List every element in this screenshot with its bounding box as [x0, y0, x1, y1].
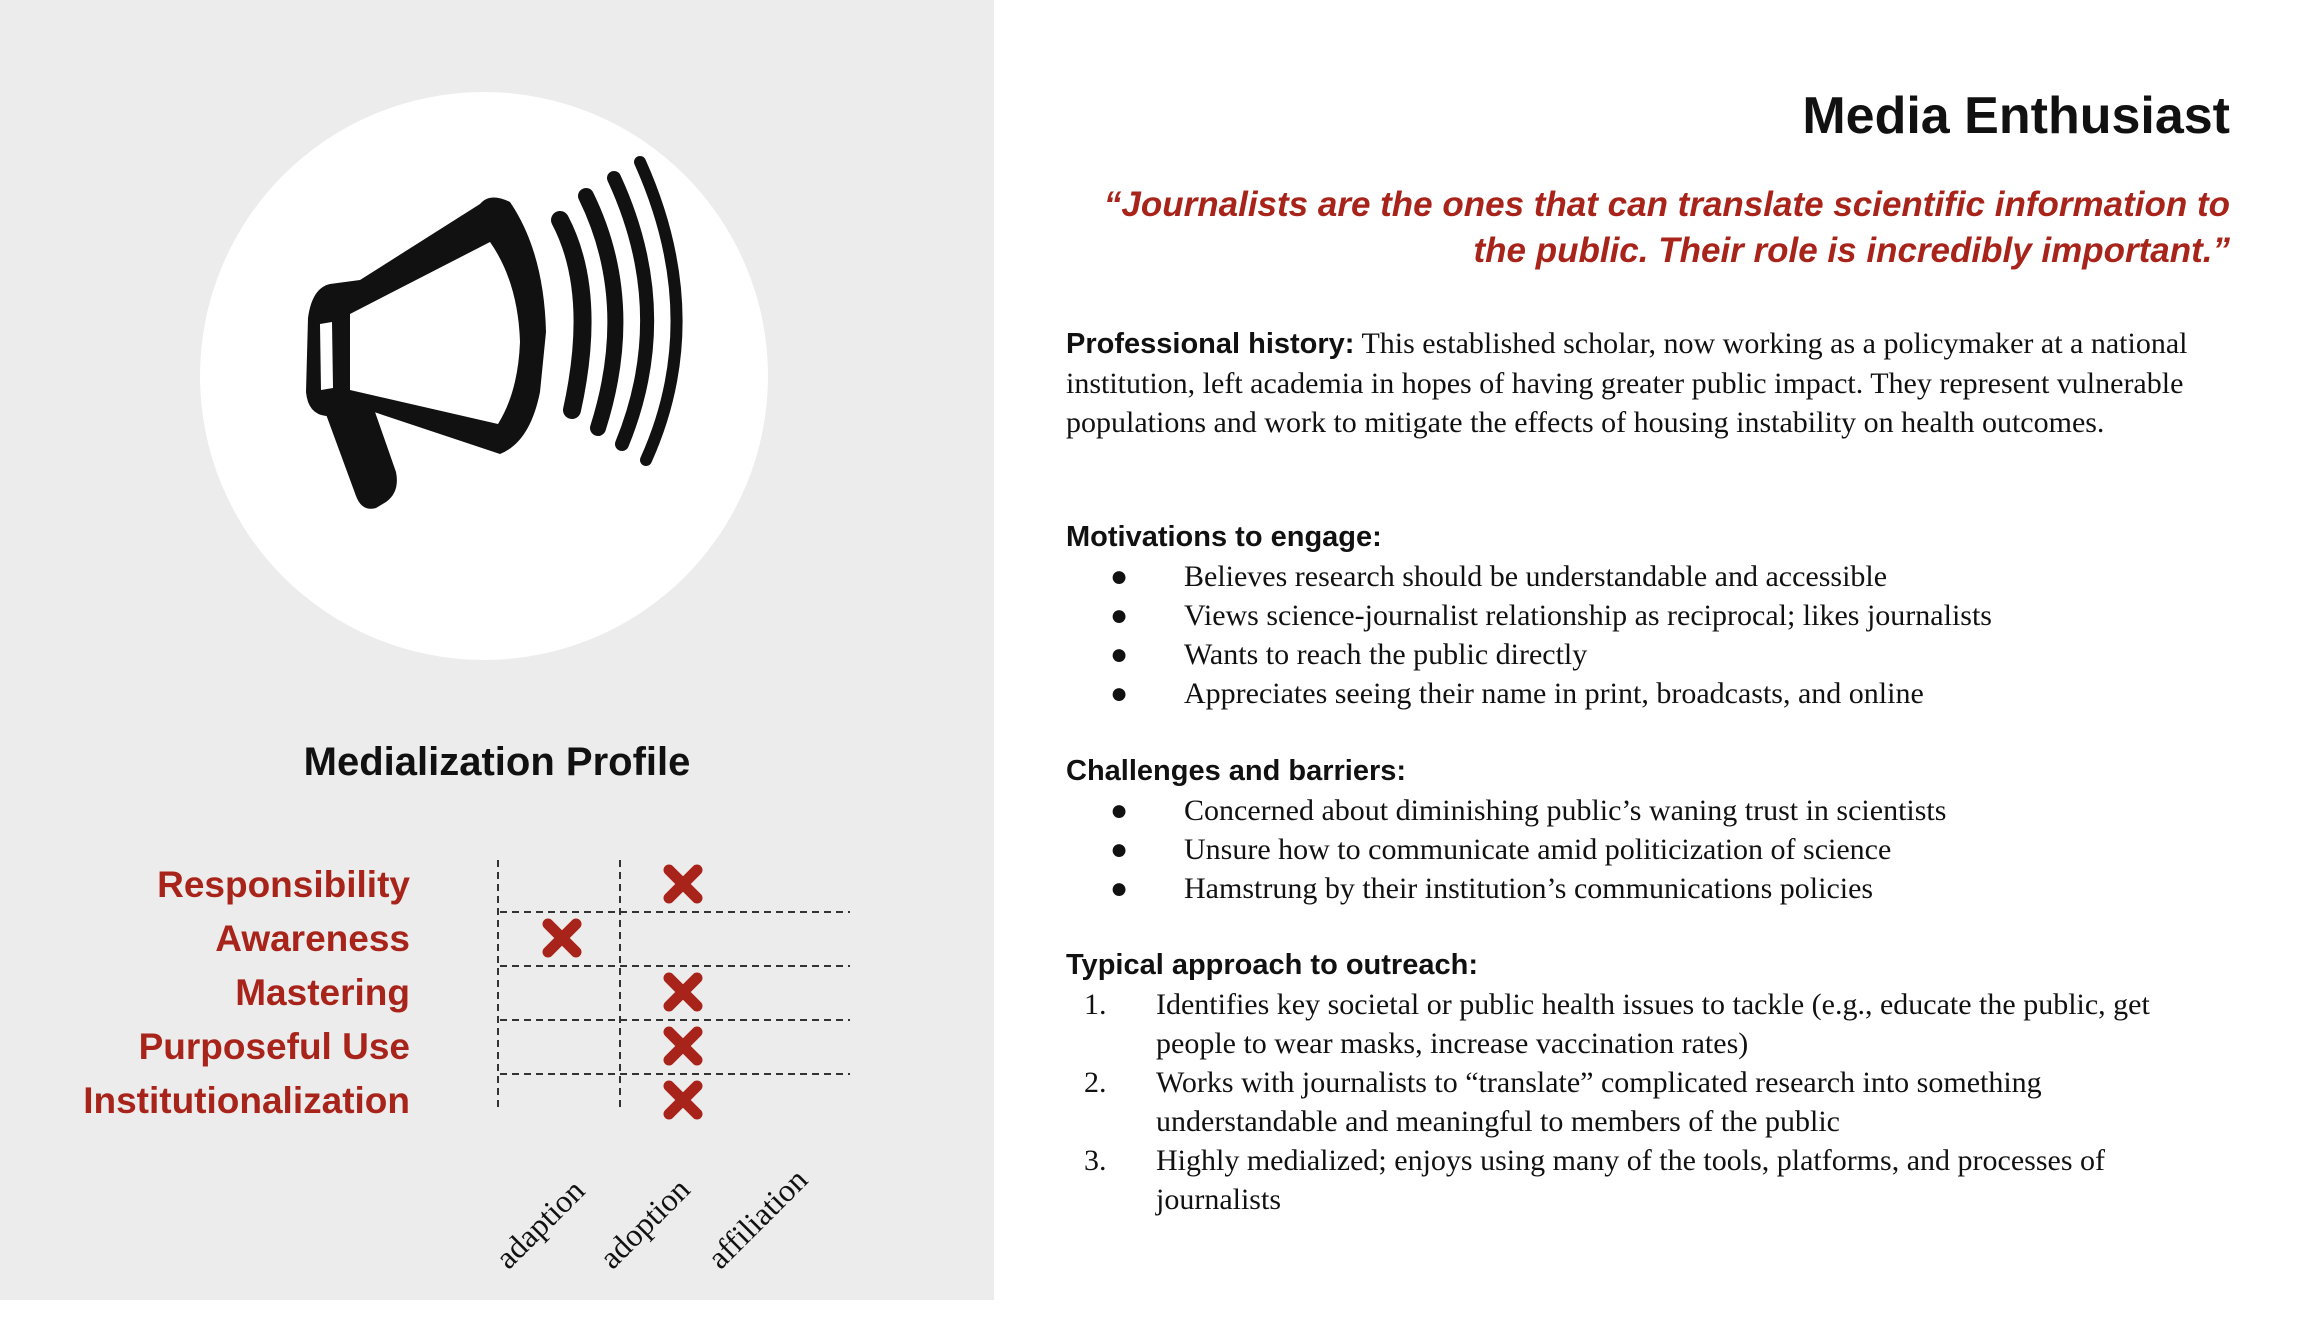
column-label-adoption: adoption: [592, 1170, 697, 1276]
list-item: ● Wants to reach the public directly: [1110, 638, 1588, 671]
column-label-adaption: adaption: [488, 1172, 592, 1276]
motivations-heading: Motivations to engage:: [1066, 521, 1382, 553]
column-label-affiliation: affiliation: [700, 1161, 815, 1276]
profile-title: Medialization Profile: [303, 740, 691, 784]
professional-history: [1066, 324, 2236, 442]
megaphone-icon: [200, 92, 768, 660]
challenges-heading: Challenges and barriers:: [1066, 755, 1407, 787]
list-item: ● Believes research should be understandable and accessible: [1110, 560, 1888, 593]
list-item: ● Unsure how to communicate amid politicization of science: [1110, 833, 1892, 866]
profile-panel: [0, 0, 994, 1300]
x-mark-icon: [669, 1032, 697, 1060]
history-text: This established scholar, now working as a policymaker at a national institution, left academia in hopes of having greater public impact. They represent vulnerable populations and work to mitigate the effects of housing instability on health outcomes.: [1066, 327, 2188, 439]
row-label-institutionalization: Institutionalization: [83, 1080, 410, 1121]
x-mark-icon: [669, 1086, 697, 1114]
x-mark-icon: [669, 870, 697, 898]
approach-list: [1066, 985, 2226, 1219]
medialization-grid: [0, 840, 994, 1320]
persona-title: Media Enthusiast: [1802, 87, 2230, 145]
approach-heading: Typical approach to outreach:: [1066, 949, 1478, 981]
motivations-section: [1066, 518, 2236, 713]
list-item: ● Hamstrung by their institution’s communications policies: [1110, 872, 1874, 905]
x-mark-icon: [669, 978, 697, 1006]
challenges-list: [1066, 791, 2236, 908]
approach-section: [1066, 946, 2226, 1219]
x-mark-icon: [548, 924, 576, 952]
icon-circle: [200, 92, 768, 660]
list-item: ● Views science-journalist relationship as reciprocal; likes journalists: [1110, 599, 1992, 632]
row-label-responsibility: Responsibility: [157, 864, 410, 905]
persona-quote: “Journalists are the ones that can translate scientific information to the public. Their role is incredibly important.”: [1103, 185, 2230, 270]
list-item: ● Concerned about diminishing public’s waning trust in scientists: [1110, 794, 1947, 827]
row-label-awareness: Awareness: [215, 918, 410, 959]
motivations-list: [1066, 557, 2236, 713]
challenges-section: [1066, 752, 2236, 908]
list-item: 1. Identifies key societal or public health issues to tackle (e.g., educate the public, get people to wear masks, increase vaccination rates): [1084, 988, 2150, 1060]
list-item: 3. Highly medialized; enjoys using many of the tools, platforms, and processes of journalists: [1084, 1144, 2105, 1216]
list-item: 2. Works with journalists to “translate” complicated research into something understandable and meaningful to members of the public: [1084, 1066, 2042, 1138]
history-heading: Professional history:: [1066, 328, 1355, 360]
grid-lines: [0, 840, 994, 1140]
list-item: ● Appreciates seeing their name in print, broadcasts, and online: [1110, 677, 1924, 710]
row-label-mastering: Mastering: [235, 972, 410, 1013]
row-label-purposeful-use: Purposeful Use: [138, 1026, 410, 1067]
